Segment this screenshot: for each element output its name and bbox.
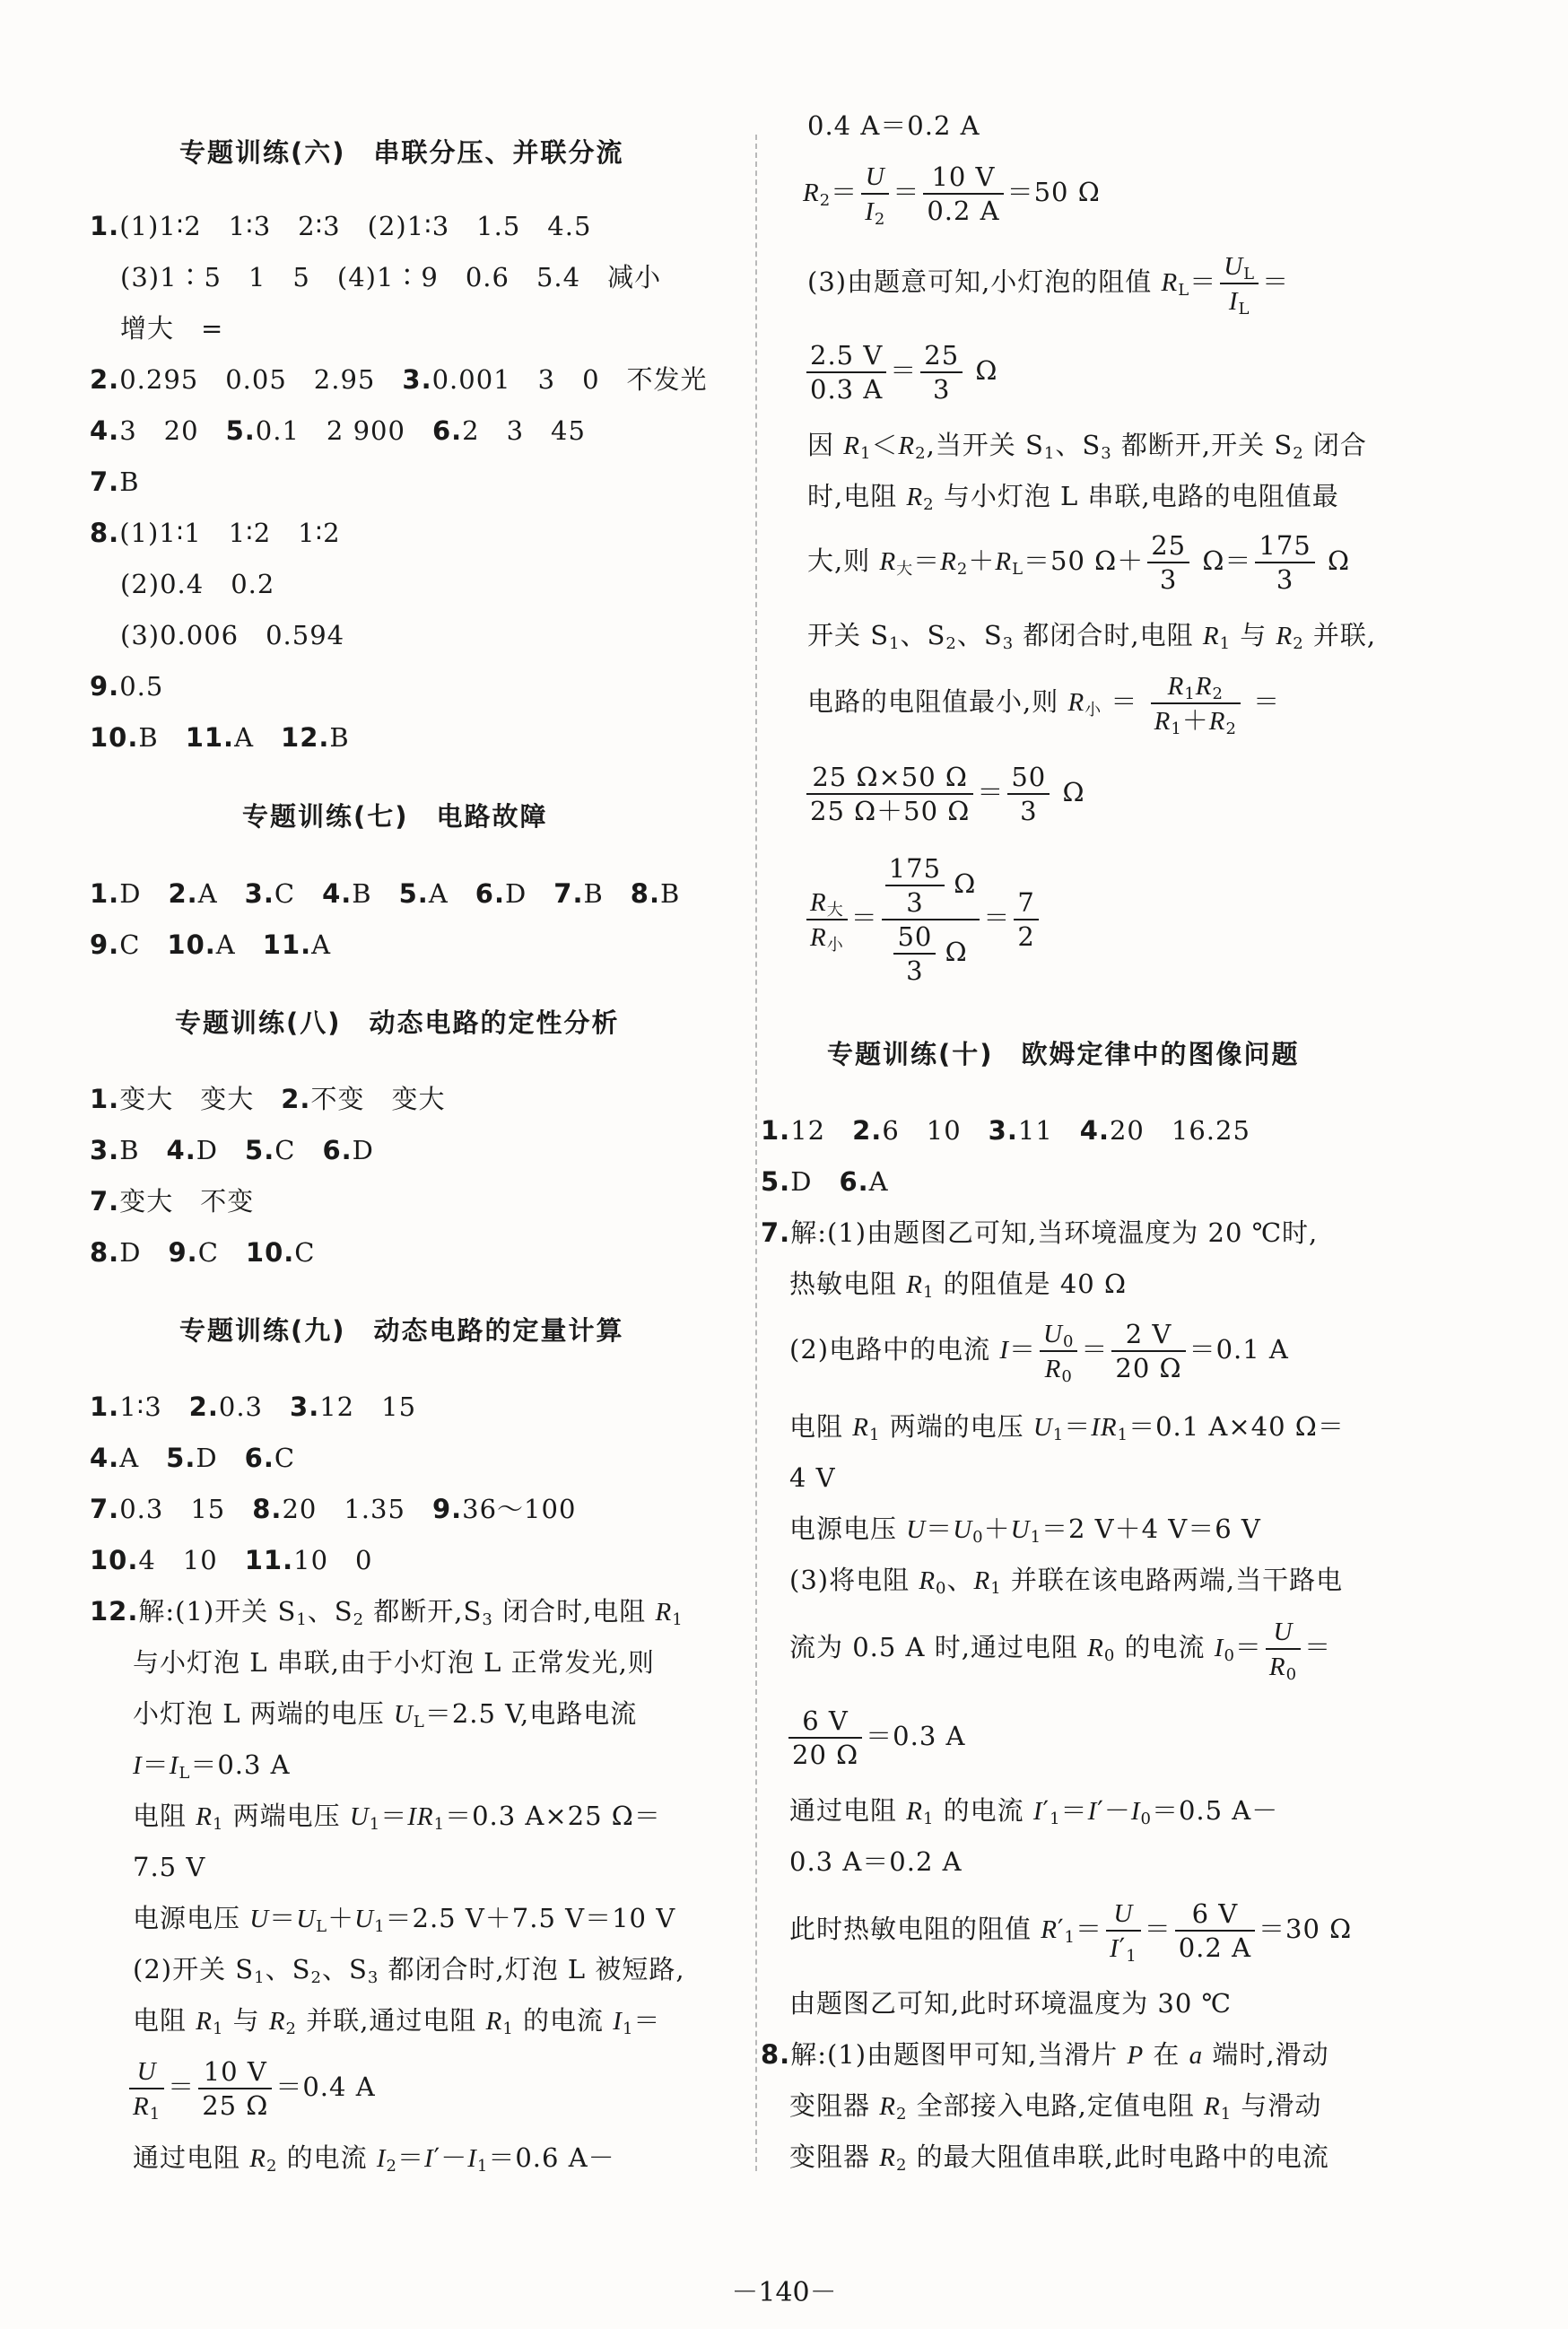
solution-formula: 电路的电阻值最小,则 $R_小$ ＝ $\frac{R_1R_2}{R_1+R_2}$ ＝ [807,669,1280,737]
solution-line: 7.5 V [133,1852,206,1882]
answer-line: 1.变大 变大 2.不变 变大 [90,1084,446,1114]
solution-line: 12.解:(1)开关 $S_1$、$S_2$ 都断开$,S_3$ 闭合时,电阻 $R_1$ [90,1596,684,1629]
answer-line: (2)0.4 0.2 [120,569,275,599]
section-heading-10: 专题训练(十) 欧姆定律中的图像问题 [827,1039,1300,1069]
solution-formula: $\frac{25 \Omega\times 50 \Omega}{25 \Omega+50 \Omega}$ ＝ $\frac{50}{3}$ Ω [803,761,1085,827]
answer-line: 4.3 20 5.0.1 2 900 6.2 3 45 [90,415,586,446]
solution-line: 开关 $S_1$、$S_2$、$S_3$ 都闭合时,电阻 $R_1$ 与 $R_2$ 并联, [807,620,1377,653]
answer-line: 4.A 5.D 6.C [90,1443,296,1473]
answer-line: (3)0.006 0.594 [120,620,345,650]
answer-line: 2.0.295 0.05 2.95 3.0.001 3 0 不发光 [90,364,708,395]
solution-line: 与小灯泡 L 串联,由于小灯泡 L 正常发光,则 [133,1647,655,1678]
page-number: －140－ [731,2277,837,2308]
solution-line: 因 $R_1<R_2$,当开关 $S_1$、$S_3$ 都断开,开关 $S_2$ 闭合 [807,430,1367,463]
answer-line: 10.B 11.A 12.B [90,722,350,753]
solution-line: 电源电压 $U=U_L+U_1=2.5$ V＋7.5 V＝10 V [133,1903,676,1936]
solution-line: 8.解:(1)由题图甲可知,当滑片 P 在 a 端时,滑动 [761,2039,1329,2070]
answer-line: 3.B 4.D 5.C 6.D [90,1135,374,1165]
solution-formula: (2)电路中的电流 I＝ $\frac{U_0}{R_0}$ ＝ $\frac{2 V}{20 \Omega}$ ＝0.1 A [789,1319,1289,1386]
solution-formula: $\frac{U}{R_1}$ ＝ $\frac{10 V}{25 \Omega}$ ＝0.4 A [126,2054,376,2123]
solution-line: $I=I_L=0.3$ A [133,1749,291,1783]
solution-line: 变阻器 $R_2$ 的最大阻值串联,此时电路中的电流 [789,2141,1329,2175]
answer-line: 7.B [90,467,140,497]
solution-line: 通过电阻 $R_2$ 的电流 $I_2=I'-I_1=0.6$ A－ [133,2142,615,2176]
answer-line: 9.C 10.A 11.A [90,929,332,960]
section-heading-9: 专题训练(九) 动态电路的定量计算 [179,1315,624,1346]
solution-line: 电阻 $R_1$ 两端电压 $U_1=IR_1=0.3$ A×25 Ω＝ [133,1801,661,1834]
solution-formula: $\frac{6 V}{20 \Omega}$ ＝0.3 A [785,1705,965,1771]
answer-line: 9.0.5 [90,671,164,702]
solution-line: (3)将电阻 $R_0$、$R_1$ 并联在该电路两端,当干路电 [789,1565,1344,1598]
answer-line: 5.D 6.A [761,1166,889,1197]
solution-formula: $\frac{R_大}{R_小}$ ＝ $\frac{175}{3}$ Ω $\frac{50}{3}$ Ω ＝ $\frac{7}{2}$ [803,852,1042,987]
solution-formula: 流为 0.5 A 时,通过电阻 $R_0$ 的电流 $I_0=$ $\frac{U}{R_0}$ ＝ [789,1615,1331,1683]
answer-line: 7.0.3 15 8.20 1.35 9.36～100 [90,1494,577,1524]
solution-formula: $\frac{2.5 V}{0.3 A}$ ＝ $\frac{25}{3}$ Ω [803,339,997,406]
answer-line: 1.D 2.A 3.C 4.B 5.A 6.D 7.B 8.B [90,878,681,909]
solution-formula: (3)由题意可知,小灯泡的阻值 $R_L=$ $\frac{U_L}{I_L}$ ＝ [807,249,1289,318]
solution-line: 7.解:(1)由题图乙可知,当环境温度为 20 ℃时, [761,1217,1319,1248]
section-heading-8: 专题训练(八) 动态电路的定性分析 [175,1007,620,1038]
solution-line: 时,电阻 $R_2$ 与小灯泡 L 串联,电路的电阻值最 [807,481,1339,514]
answer-line: 1.12 2.6 10 3.11 4.20 16.25 [761,1115,1250,1146]
solution-line: 热敏电阻 $R_1$ 的阻值是 40 Ω [789,1269,1127,1302]
column-divider [755,135,757,2171]
solution-line: 0.3 A＝0.2 A [789,1846,963,1877]
section-heading-6: 专题训练(六) 串联分压、并联分流 [179,137,624,168]
answer-line: 增大 = [120,313,224,344]
solution-line: 0.4 A＝0.2 A [807,110,980,141]
solution-formula: 此时热敏电阻的阻值 $R'_1=$ $\frac{U}{I'_1}$ ＝ $\frac{6 V}{0.2 A}$ ＝30 Ω [789,1898,1353,1966]
solution-line: 电源电压 $U=U_0+U_1=2$ V＋4 V＝6 V [789,1513,1261,1547]
section-heading-7: 专题训练(七) 电路故障 [242,801,548,832]
solution-line: 通过电阻 $R_1$ 的电流 $I'_1=I'-I_0=0.5$ A－ [789,1795,1279,1828]
solution-line: 电阻 $R_1$ 两端的电压 $U_1=IR_1=0.1$ A×40 Ω＝ [789,1411,1345,1444]
answer-line: 1.1∶3 2.0.3 3.12 15 [90,1391,417,1422]
answer-line: (3)1∶5 1 5 (4)1∶9 0.6 5.4 减小 [120,262,662,292]
answer-line: 1.(1)1∶2 1∶3 2∶3 (2)1∶3 1.5 4.5 [90,211,592,241]
answer-line: 7.变大 不变 [90,1186,255,1217]
solution-line: 4 V [789,1462,836,1493]
solution-formula: 大,则 $R_大=R_2+R_L=50$ Ω＋ $\frac{25}{3}$ Ω＝ $\frac{175}{3}$ Ω [807,530,1350,595]
answer-line: 8.D 9.C 10.C [90,1237,316,1268]
answer-line: 10.4 10 11.10 0 [90,1545,373,1575]
solution-line: 小灯泡 L 两端的电压 $U_L=2.5$ V,电路电流 [133,1698,638,1731]
answer-line: 8.(1)1∶1 1∶2 1∶2 [90,518,341,548]
solution-line: 变阻器 $R_2$ 全部接入电路,定值电阻 $R_1$ 与滑动 [789,2090,1322,2124]
solution-formula: $R_2=$ $\frac{U}{I_2}$ ＝ $\frac{10 V}{0.2 A}$ ＝50 Ω [803,161,1101,229]
solution-line: 电阻 $R_1$ 与 $R_2$ 并联,通过电阻 $R_1$ 的电流 $I_1=$ [133,2005,661,2038]
solution-line: 由题图乙可知,此时环境温度为 30 ℃ [789,1988,1232,2019]
solution-line: (2)开关 $S_1$、$S_2$、$S_3$ 都闭合时,灯泡 L 被短路, [133,1954,685,1987]
